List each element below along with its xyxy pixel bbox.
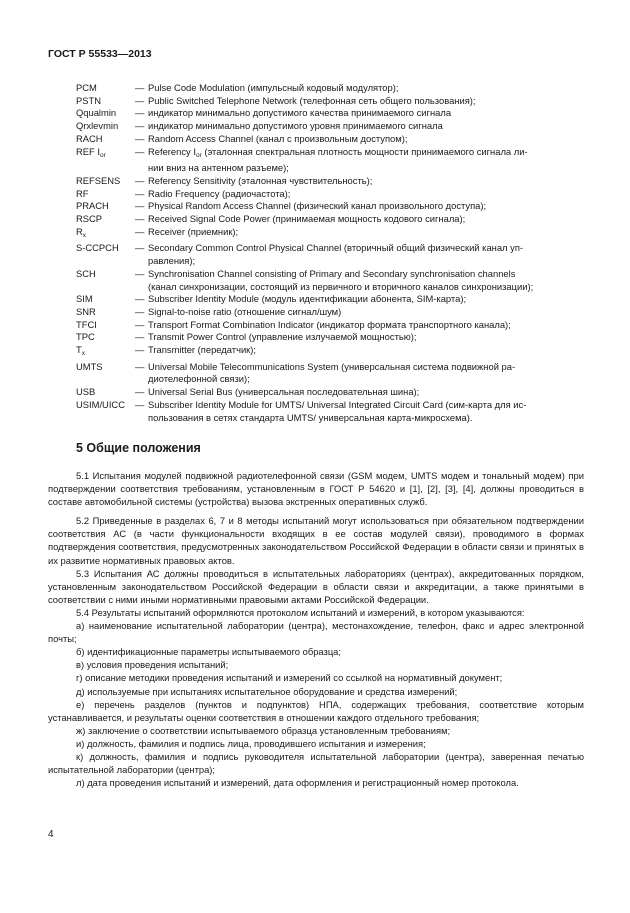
definition-text: Transmit Power Control (управление излучаемой мощностью); (148, 331, 417, 343)
abbreviations-list (76, 82, 586, 424)
document-header: ГОСТ Р 55533—2013 (48, 48, 152, 60)
page-number: 4 (48, 829, 54, 840)
paragraph: д) используемые при испытаниях испытательное оборудование и средства измерений; (76, 685, 458, 697)
definition-text: Synchronisation Channel consisting of Primary and Secondary synchronisation channels (148, 267, 516, 279)
abbreviation-definition (148, 331, 586, 344)
definition-continuation: пользования в сетях стандарта UMTS/ универсальная карта-микросхема). (148, 411, 473, 423)
paragraph: к) должность, фамилия и подпись руководителя испытательной лаборатории (центра), заверенная печатью испытательной лаборатории (центра); (48, 750, 584, 776)
abbreviation-term: PSTN (76, 94, 102, 106)
abbreviation-dash: — (135, 267, 145, 279)
abbreviation-row (76, 242, 586, 267)
abbreviation-dash: — (135, 305, 145, 317)
abbreviation-dash: — (135, 132, 145, 144)
abbreviation-row (76, 200, 586, 213)
abbreviation-row (76, 188, 586, 201)
definition-text: Public Switched Telephone Network (телефонная сеть общего пользования); (148, 94, 476, 106)
abbreviation-term: S-CCPCH (76, 242, 119, 254)
definition-text: Secondary Common Control Physical Channel (вторичный общий физический канал уп- (148, 242, 524, 254)
abbreviation-definition (148, 268, 586, 293)
abbreviation-row (76, 175, 586, 188)
abbreviation-term: USIM/UICC (76, 398, 125, 410)
section-title: 5 Общие положения (76, 441, 201, 455)
abbreviation-dash: — (135, 242, 145, 254)
abbreviation-dash: — (135, 174, 145, 186)
abbreviation-term: SIM (76, 293, 93, 305)
abbreviation-term: TPC (76, 331, 95, 343)
paragraph: е) перечень разделов (пунктов и подпунктов) НПА, содержащих требования, соответствие которым устанавливается, и результаты оценки соответствия в отношении каждого отдельного требования; (48, 698, 584, 723)
abbreviation-row (76, 399, 586, 424)
abbreviation-definition (148, 226, 586, 243)
definition-text: Random Access Channel (канал с произвольным доступом); (148, 132, 408, 144)
abbreviation-dash: — (135, 225, 145, 237)
paragraph: 5.2 Приведенные в разделах 6, 7 и 8 методы испытаний могут использоваться при обязательном подтверждении соответствия АС (в части функциональности входящих в ее состав модулей связи), проводимого в формах подтверждения соответствия, предусмотренных законодательством Российской Федерации в области связи и принятых в их развитие нормативных правовых актов. (48, 515, 584, 566)
definition-text: Radio Frequency (радиочастота); (148, 187, 291, 199)
paragraph: 5.1 Испытания модулей подвижной радиотелефонной связи (GSM модем, UMTS модем и тональный модем) при подтверждении соответствия требованиям, установленным в ГОСТ Р 54620 и [1], [2], [3], [4], должны проводиться в составе автомобильной системы (устройства) вызова экстренных оперативных служб. (48, 470, 584, 508)
abbreviation-term: SCH (76, 267, 96, 279)
abbreviation-row (76, 386, 586, 399)
abbreviation-dash: — (135, 318, 145, 330)
definition-text: Universal Mobile Telecommunications System (универсальная система подвижной ра- (148, 360, 516, 372)
abbreviation-term: TFCI (76, 318, 97, 330)
abbreviation-definition (148, 133, 586, 146)
abbreviation-row (76, 133, 586, 146)
abbreviation-term: PRACH (76, 200, 109, 212)
abbreviation-definition (148, 213, 586, 226)
definition-text: Referency Sensitivity (эталонная чувствительность); (148, 174, 373, 186)
definition-text: Receiver (приемник); (148, 225, 239, 237)
abbreviation-definition (148, 200, 586, 213)
abbreviation-term: $T_x$ (76, 344, 85, 358)
abbreviation-term: SNR (76, 305, 96, 317)
definition-text: Received Signal Code Power (принимаемая мощность кодового сигнала); (148, 213, 466, 225)
abbreviation-row (76, 107, 586, 120)
definition-subscript: or (195, 151, 202, 159)
abbreviation-term-subscript: x (81, 350, 85, 358)
abbreviation-definition (148, 361, 586, 386)
paragraph: и) должность, фамилия и подпись лица, проводившего испытания и измерения; (76, 737, 426, 749)
abbreviation-term: RACH (76, 132, 103, 144)
abbreviation-definition (148, 120, 586, 133)
paragraph: а) наименование испытательной лаборатории (центра), местонахождение, телефон, факс и адрес электронной почты; (48, 620, 584, 645)
definition-text: индикатор минимально допустимого уровня принимаемого сигнала (148, 120, 443, 132)
abbreviation-term: UMTS (76, 360, 103, 372)
abbreviation-row (76, 226, 586, 243)
abbreviation-row (76, 344, 586, 361)
abbreviation-term: Qrxlevmin (76, 120, 119, 132)
definition-continuation: диотелефонной связи); (148, 373, 250, 385)
paragraph: ж) заключение о соответствии испытываемого образца установленным требованиям; (76, 724, 451, 736)
abbreviation-term: PCM (76, 82, 97, 93)
abbreviation-row (76, 95, 586, 108)
abbreviation-dash: — (135, 360, 145, 372)
abbreviation-definition (148, 242, 586, 267)
paragraph: л) дата проведения испытаний и измерений, дата оформления и регистрационный номер протокола. (76, 777, 519, 789)
section-body (48, 469, 584, 789)
abbreviation-dash: — (135, 82, 145, 93)
abbreviation-row (76, 361, 586, 386)
abbreviation-dash: — (135, 293, 145, 305)
abbreviation-row (76, 293, 586, 306)
abbreviation-dash: — (135, 213, 145, 225)
abbreviation-row (76, 213, 586, 226)
abbreviation-dash: — (135, 386, 145, 398)
paragraph: г) описание методики проведения испытаний и измерений со ссылкой на нормативный документ; (76, 672, 503, 684)
abbreviation-dash: — (135, 120, 145, 132)
definition-text-rest: (эталонная спектральная плотность мощности принимаемого сигнала ли- (201, 145, 528, 157)
definition-text: Physical Random Access Channel (физический канал произвольного доступа); (148, 200, 487, 212)
abbreviation-term: RSCP (76, 213, 103, 225)
abbreviation-dash: — (135, 344, 145, 356)
abbreviation-term-subscript: x (82, 231, 87, 239)
abbreviation-term: USB (76, 386, 96, 398)
definition-continuation: равления); (148, 255, 196, 267)
abbreviation-dash: — (135, 331, 145, 343)
abbreviation-definition (148, 386, 586, 399)
abbreviation-row (76, 319, 586, 332)
abbreviation-definition (148, 146, 586, 175)
abbreviation-row (76, 306, 586, 319)
abbreviation-dash: — (135, 187, 145, 199)
definition-continuation: нии вниз на антенном разъеме); (148, 162, 289, 174)
abbreviation-term-subscript: or (99, 151, 106, 159)
definition-text: Universal Serial Bus (универсальная последовательная шина); (148, 386, 420, 398)
abbreviation-definition (148, 344, 586, 361)
abbreviation-dash: — (135, 94, 145, 106)
abbreviation-definition (148, 399, 586, 424)
definition-text: Signal-to-noise ratio (отношение сигнал/шум) (148, 305, 342, 317)
abbreviation-dash: — (135, 145, 145, 157)
abbreviation-definition (148, 306, 586, 319)
abbreviation-row (76, 146, 586, 175)
paragraph: б) идентификационные параметры испытываемого образца; (76, 646, 342, 658)
definition-text: Pulse Code Modulation (импульсный кодовый модулятор); (148, 82, 399, 93)
definition-text: Transmitter (передатчик); (148, 344, 257, 356)
abbreviation-dash: — (135, 107, 145, 119)
definition-text: Subscriber Identity Module (модуль идентификации абонента, SIM-карта); (148, 293, 467, 305)
abbreviation-dash: — (135, 398, 145, 410)
abbreviation-definition (148, 293, 586, 306)
abbreviation-term: RF (76, 187, 89, 199)
definition-text: Referency I (148, 145, 196, 157)
abbreviation-definition (148, 175, 586, 188)
definition-continuation: (канал синхронизации, состоящий из первичного и вторичного каналов синхронизации); (148, 280, 534, 292)
abbreviation-term: $R_x$ (76, 225, 87, 239)
abbreviation-definition (148, 95, 586, 108)
abbreviation-term: REF $I_{or}$ (76, 145, 106, 159)
abbreviation-definition (148, 107, 586, 120)
abbreviation-dash: — (135, 200, 145, 212)
definition-text: Subscriber Identity Module for UMTS/ Universal Integrated Circuit Card (сим-карта для ис- (148, 398, 527, 410)
abbreviation-term: REFSENS (76, 174, 121, 186)
abbreviation-definition (148, 188, 586, 201)
abbreviation-row (76, 268, 586, 293)
definition-text: индикатор минимально допустимого качества принимаемого сигнала (148, 107, 452, 119)
paragraph: 5.3 Испытания АС должны проводиться в испытательных лабораториях (центрах), аккредитованных порядком, установленным законодательством Российской Федерации в области связи и аккредитации, а также принятыми в соответствии с ними иными нормативными правовыми актами Российской Федерации. (48, 567, 584, 605)
paragraph: 5.4 Результаты испытаний оформляются протоколом испытаний и измерений, в котором указываются: (76, 606, 525, 618)
abbreviation-definition (148, 82, 586, 95)
abbreviation-term: Qqualmin (76, 107, 117, 119)
abbreviation-row (76, 331, 586, 344)
abbreviation-definition (148, 319, 586, 332)
abbreviation-row (76, 82, 586, 95)
definition-text: Transport Format Combination Indicator (индикатор формата транспортного канала); (148, 318, 511, 330)
paragraph: в) условия проведения испытаний; (76, 659, 229, 671)
abbreviation-row (76, 120, 586, 133)
